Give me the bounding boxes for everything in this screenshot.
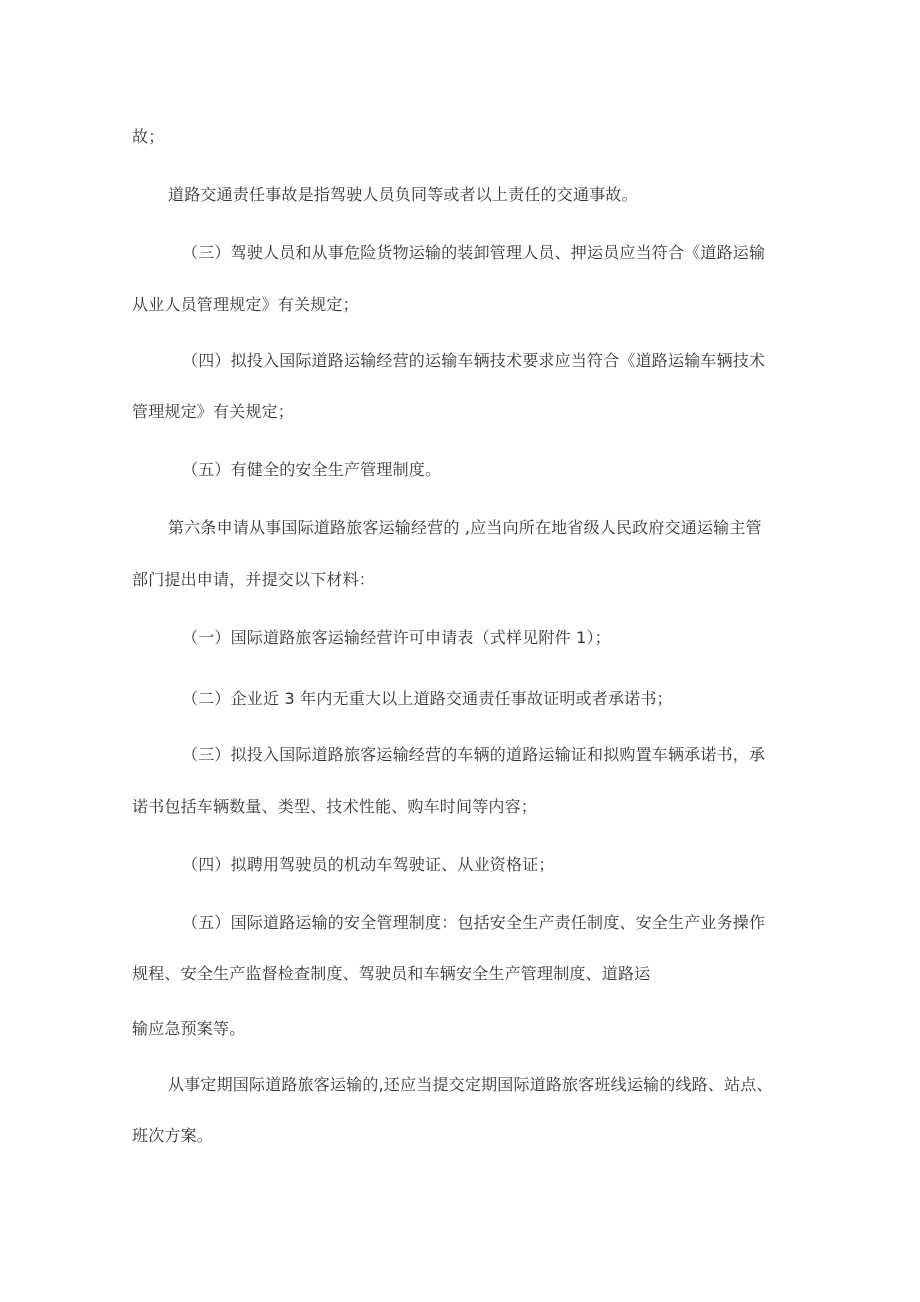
text-line: （五）有健全的安全生产管理制度。 <box>182 460 442 479</box>
text-line: （二）企业近 3 年内无重大以上道路交通责任事故证明或者承诺书； <box>182 689 673 708</box>
text-line: 从业人员管理规定》有关规定； <box>132 295 359 314</box>
text-line: 规程、安全生产监督检查制度、驾驶员和车辆安全生产管理制度、道路运 <box>132 964 651 983</box>
text-line: （三）驾驶人员和从事危险货物运输的装卸管理人员、押运员应当符合《道路运输 <box>182 243 766 262</box>
text-line: 故； <box>132 127 165 146</box>
text-line: （四）拟投入国际道路运输经营的运输车辆技术要求应当符合《道路运输车辆技术 <box>182 351 766 370</box>
text-line: 班次方案。 <box>132 1126 214 1145</box>
text-line: 从事定期国际道路旅客运输的,还应当提交定期国际道路旅客班线运输的线路、站点、 <box>168 1075 773 1094</box>
text-line: 诺书包括车辆数量、类型、技术性能、购车时间等内容； <box>132 797 538 816</box>
text-line: 道路交通责任事故是指驾驶人员负同等或者以上责任的交通事故。 <box>168 185 638 204</box>
text-line: 第六条申请从事国际道路旅客运输经营的 ,应当向所在地省级人民政府交通运输主管 <box>168 518 762 537</box>
text-line: （三）拟投入国际道路旅客运输经营的车辆的道路运输证和拟购置车辆承诺书，承 <box>182 745 766 764</box>
text-line: （一）国际道路旅客运输经营许可申请表（式样见附件 1）； <box>182 628 611 647</box>
text-line: 输应急预案等。 <box>132 1019 246 1038</box>
text-line: 管理规定》有关规定； <box>132 402 295 421</box>
text-line: （四）拟聘用驾驶员的机动车驾驶证、从业资格证； <box>182 855 555 874</box>
text-line: （五）国际道路运输的安全管理制度：包括安全生产责任制度、安全生产业务操作 <box>182 913 766 932</box>
text-line: 部门提出申请，并提交以下材料： <box>132 570 376 589</box>
